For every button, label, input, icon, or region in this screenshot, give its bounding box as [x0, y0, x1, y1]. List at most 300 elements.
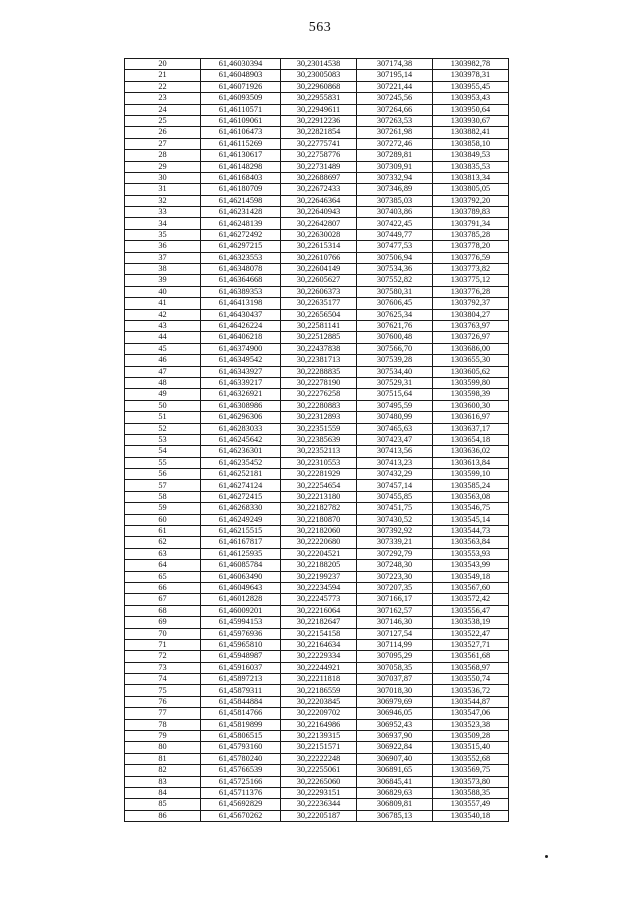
point-number-cell: 47	[125, 366, 201, 377]
latitude-cell: 61,46364668	[201, 275, 281, 286]
point-number-cell: 77	[125, 708, 201, 719]
table-row	[125, 685, 509, 696]
x-coordinate-cell: 307221,44	[357, 81, 433, 92]
longitude-cell: 30,22955831	[281, 93, 357, 104]
longitude-cell: 30,22278190	[281, 377, 357, 388]
point-number-cell: 71	[125, 639, 201, 650]
longitude-cell: 30,22437838	[281, 343, 357, 354]
point-number-cell: 57	[125, 480, 201, 491]
x-coordinate-cell: 307162,57	[357, 605, 433, 616]
point-number-cell: 79	[125, 731, 201, 742]
table-row	[125, 138, 509, 149]
table-row	[125, 731, 509, 742]
table-row	[125, 400, 509, 411]
latitude-cell: 61,46085784	[201, 560, 281, 571]
latitude-cell: 61,45711376	[201, 788, 281, 799]
latitude-cell: 61,46252181	[201, 469, 281, 480]
latitude-cell: 61,46389353	[201, 286, 281, 297]
point-number-cell: 44	[125, 332, 201, 343]
latitude-cell: 61,46093509	[201, 93, 281, 104]
table-row	[125, 59, 509, 70]
latitude-cell: 61,46009201	[201, 605, 281, 616]
table-row	[125, 150, 509, 161]
x-coordinate-cell: 307566,70	[357, 343, 433, 354]
longitude-cell: 30,22186559	[281, 685, 357, 696]
y-coordinate-cell: 1303776,28	[433, 286, 509, 297]
y-coordinate-cell: 1303599,10	[433, 469, 509, 480]
latitude-cell: 61,46167817	[201, 537, 281, 548]
latitude-cell: 61,45793160	[201, 742, 281, 753]
x-coordinate-cell: 307495,59	[357, 400, 433, 411]
y-coordinate-cell: 1303568,97	[433, 662, 509, 673]
y-coordinate-cell: 1303598,39	[433, 389, 509, 400]
table-row	[125, 389, 509, 400]
longitude-cell: 30,23005083	[281, 70, 357, 81]
latitude-cell: 61,46349542	[201, 355, 281, 366]
latitude-cell: 61,46110571	[201, 104, 281, 115]
x-coordinate-cell: 307166,17	[357, 594, 433, 605]
x-coordinate-cell: 306922,84	[357, 742, 433, 753]
latitude-cell: 61,46283033	[201, 423, 281, 434]
longitude-cell: 30,22581141	[281, 320, 357, 331]
longitude-cell: 30,22775741	[281, 138, 357, 149]
longitude-cell: 30,22630028	[281, 229, 357, 240]
point-number-cell: 85	[125, 799, 201, 810]
point-number-cell: 28	[125, 150, 201, 161]
table-row	[125, 229, 509, 240]
point-number-cell: 46	[125, 355, 201, 366]
latitude-cell: 61,45766539	[201, 765, 281, 776]
table-row	[125, 469, 509, 480]
table-row	[125, 172, 509, 183]
x-coordinate-cell: 307534,40	[357, 366, 433, 377]
point-number-cell: 34	[125, 218, 201, 229]
x-coordinate-cell: 307114,99	[357, 639, 433, 650]
table-row	[125, 503, 509, 514]
longitude-cell: 30,22288835	[281, 366, 357, 377]
longitude-cell: 30,22672433	[281, 184, 357, 195]
longitude-cell: 30,22205187	[281, 810, 357, 821]
latitude-cell: 61,45916037	[201, 662, 281, 673]
table-row	[125, 753, 509, 764]
coordinates-table-body	[125, 59, 509, 822]
latitude-cell: 61,46272415	[201, 491, 281, 502]
point-number-cell: 35	[125, 229, 201, 240]
latitude-cell: 61,45814766	[201, 708, 281, 719]
x-coordinate-cell: 307552,82	[357, 275, 433, 286]
table-row	[125, 446, 509, 457]
x-coordinate-cell: 307449,77	[357, 229, 433, 240]
x-coordinate-cell: 306952,43	[357, 719, 433, 730]
point-number-cell: 75	[125, 685, 201, 696]
x-coordinate-cell: 307207,35	[357, 582, 433, 593]
longitude-cell: 30,22758776	[281, 150, 357, 161]
x-coordinate-cell: 307332,94	[357, 172, 433, 183]
longitude-cell: 30,22216064	[281, 605, 357, 616]
longitude-cell: 30,22385639	[281, 434, 357, 445]
x-coordinate-cell: 307174,38	[357, 59, 433, 70]
latitude-cell: 61,46030394	[201, 59, 281, 70]
longitude-cell: 30,22204521	[281, 548, 357, 559]
longitude-cell: 30,22351559	[281, 423, 357, 434]
y-coordinate-cell: 1303726,97	[433, 332, 509, 343]
table-row	[125, 571, 509, 582]
x-coordinate-cell: 307309,91	[357, 161, 433, 172]
latitude-cell: 61,45897213	[201, 674, 281, 685]
point-number-cell: 41	[125, 298, 201, 309]
table-row	[125, 275, 509, 286]
x-coordinate-cell: 307095,29	[357, 651, 433, 662]
y-coordinate-cell: 1303616,97	[433, 412, 509, 423]
longitude-cell: 30,22229334	[281, 651, 357, 662]
x-coordinate-cell: 307413,23	[357, 457, 433, 468]
y-coordinate-cell: 1303686,00	[433, 343, 509, 354]
y-coordinate-cell: 1303546,75	[433, 503, 509, 514]
x-coordinate-cell: 307339,21	[357, 537, 433, 548]
table-row	[125, 674, 509, 685]
table-row	[125, 195, 509, 206]
y-coordinate-cell: 1303547,06	[433, 708, 509, 719]
point-number-cell: 81	[125, 753, 201, 764]
longitude-cell: 30,22606373	[281, 286, 357, 297]
longitude-cell: 30,22164986	[281, 719, 357, 730]
page-number: 563	[308, 20, 332, 35]
point-number-cell: 30	[125, 172, 201, 183]
y-coordinate-cell: 1303573,80	[433, 776, 509, 787]
table-row	[125, 628, 509, 639]
longitude-cell: 30,22310553	[281, 457, 357, 468]
x-coordinate-cell: 306937,90	[357, 731, 433, 742]
latitude-cell: 61,46374900	[201, 343, 281, 354]
x-coordinate-cell: 307432,29	[357, 469, 433, 480]
latitude-cell: 61,46048903	[201, 70, 281, 81]
x-coordinate-cell: 307289,81	[357, 150, 433, 161]
latitude-cell: 61,45965810	[201, 639, 281, 650]
y-coordinate-cell: 1303655,30	[433, 355, 509, 366]
latitude-cell: 61,45994153	[201, 617, 281, 628]
longitude-cell: 30,22254654	[281, 480, 357, 491]
longitude-cell: 30,22960868	[281, 81, 357, 92]
y-coordinate-cell: 1303636,02	[433, 446, 509, 457]
latitude-cell: 61,46125935	[201, 548, 281, 559]
latitude-cell: 61,45879311	[201, 685, 281, 696]
latitude-cell: 61,45844884	[201, 696, 281, 707]
table-row	[125, 412, 509, 423]
y-coordinate-cell: 1303550,74	[433, 674, 509, 685]
point-number-cell: 40	[125, 286, 201, 297]
table-row	[125, 651, 509, 662]
table-row	[125, 548, 509, 559]
point-number-cell: 73	[125, 662, 201, 673]
point-number-cell: 54	[125, 446, 201, 457]
y-coordinate-cell: 1303567,60	[433, 582, 509, 593]
table-row	[125, 343, 509, 354]
point-number-cell: 37	[125, 252, 201, 263]
x-coordinate-cell: 307430,52	[357, 514, 433, 525]
table-row	[125, 434, 509, 445]
y-coordinate-cell: 1303613,84	[433, 457, 509, 468]
table-row	[125, 218, 509, 229]
x-coordinate-cell: 306891,65	[357, 765, 433, 776]
point-number-cell: 67	[125, 594, 201, 605]
x-coordinate-cell: 307539,28	[357, 355, 433, 366]
y-coordinate-cell: 1303600,30	[433, 400, 509, 411]
latitude-cell: 61,46180709	[201, 184, 281, 195]
point-number-cell: 33	[125, 207, 201, 218]
x-coordinate-cell: 307146,30	[357, 617, 433, 628]
point-number-cell: 83	[125, 776, 201, 787]
longitude-cell: 30,22381713	[281, 355, 357, 366]
table-row	[125, 115, 509, 126]
x-coordinate-cell: 307037,87	[357, 674, 433, 685]
longitude-cell: 30,22211818	[281, 674, 357, 685]
latitude-cell: 61,46274124	[201, 480, 281, 491]
y-coordinate-cell: 1303563,08	[433, 491, 509, 502]
x-coordinate-cell: 306946,05	[357, 708, 433, 719]
table-row	[125, 480, 509, 491]
y-coordinate-cell: 1303982,78	[433, 59, 509, 70]
point-number-cell: 65	[125, 571, 201, 582]
table-row	[125, 696, 509, 707]
longitude-cell: 30,22615314	[281, 241, 357, 252]
table-row	[125, 776, 509, 787]
stray-dot-mark	[545, 855, 548, 858]
longitude-cell: 30,22512885	[281, 332, 357, 343]
table-row	[125, 104, 509, 115]
y-coordinate-cell: 1303538,19	[433, 617, 509, 628]
y-coordinate-cell: 1303588,35	[433, 788, 509, 799]
x-coordinate-cell: 306845,41	[357, 776, 433, 787]
longitude-cell: 30,22276258	[281, 389, 357, 400]
latitude-cell: 61,46245642	[201, 434, 281, 445]
table-row	[125, 423, 509, 434]
table-row	[125, 161, 509, 172]
table-row	[125, 742, 509, 753]
point-number-cell: 66	[125, 582, 201, 593]
y-coordinate-cell: 1303556,47	[433, 605, 509, 616]
x-coordinate-cell: 307515,64	[357, 389, 433, 400]
x-coordinate-cell: 306785,13	[357, 810, 433, 821]
latitude-cell: 61,45976936	[201, 628, 281, 639]
y-coordinate-cell: 1303955,45	[433, 81, 509, 92]
longitude-cell: 30,22182647	[281, 617, 357, 628]
longitude-cell: 30,22182782	[281, 503, 357, 514]
latitude-cell: 61,45692829	[201, 799, 281, 810]
y-coordinate-cell: 1303544,87	[433, 696, 509, 707]
longitude-cell: 30,22912236	[281, 115, 357, 126]
longitude-cell: 30,22293151	[281, 788, 357, 799]
x-coordinate-cell: 307263,53	[357, 115, 433, 126]
latitude-cell: 61,45806515	[201, 731, 281, 742]
table-row	[125, 252, 509, 263]
y-coordinate-cell: 1303540,18	[433, 810, 509, 821]
table-row	[125, 377, 509, 388]
latitude-cell: 61,46296306	[201, 412, 281, 423]
latitude-cell: 61,46063490	[201, 571, 281, 582]
latitude-cell: 61,46109061	[201, 115, 281, 126]
y-coordinate-cell: 1303805,05	[433, 184, 509, 195]
point-number-cell: 38	[125, 264, 201, 275]
y-coordinate-cell: 1303654,18	[433, 434, 509, 445]
longitude-cell: 30,22222248	[281, 753, 357, 764]
longitude-cell: 30,22151571	[281, 742, 357, 753]
x-coordinate-cell: 306809,81	[357, 799, 433, 810]
longitude-cell: 30,22604149	[281, 264, 357, 275]
y-coordinate-cell: 1303785,28	[433, 229, 509, 240]
table-row	[125, 594, 509, 605]
y-coordinate-cell: 1303930,67	[433, 115, 509, 126]
y-coordinate-cell: 1303569,75	[433, 765, 509, 776]
y-coordinate-cell: 1303544,73	[433, 526, 509, 537]
y-coordinate-cell: 1303515,40	[433, 742, 509, 753]
y-coordinate-cell: 1303605,62	[433, 366, 509, 377]
longitude-cell: 30,22640943	[281, 207, 357, 218]
point-number-cell: 56	[125, 469, 201, 480]
latitude-cell: 61,46049643	[201, 582, 281, 593]
x-coordinate-cell: 307223,30	[357, 571, 433, 582]
table-row	[125, 799, 509, 810]
y-coordinate-cell: 1303773,82	[433, 264, 509, 275]
y-coordinate-cell: 1303523,38	[433, 719, 509, 730]
longitude-cell: 30,22245773	[281, 594, 357, 605]
y-coordinate-cell: 1303950,64	[433, 104, 509, 115]
y-coordinate-cell: 1303563,84	[433, 537, 509, 548]
point-number-cell: 24	[125, 104, 201, 115]
point-number-cell: 23	[125, 93, 201, 104]
x-coordinate-cell: 307127,54	[357, 628, 433, 639]
point-number-cell: 49	[125, 389, 201, 400]
latitude-cell: 61,45725166	[201, 776, 281, 787]
y-coordinate-cell: 1303792,20	[433, 195, 509, 206]
longitude-cell: 30,22203845	[281, 696, 357, 707]
longitude-cell: 30,22280883	[281, 400, 357, 411]
point-number-cell: 64	[125, 560, 201, 571]
point-number-cell: 26	[125, 127, 201, 138]
table-row	[125, 810, 509, 821]
latitude-cell: 61,46214598	[201, 195, 281, 206]
longitude-cell: 30,23014538	[281, 59, 357, 70]
longitude-cell: 30,22182060	[281, 526, 357, 537]
point-number-cell: 25	[125, 115, 201, 126]
table-row	[125, 264, 509, 275]
table-row	[125, 491, 509, 502]
x-coordinate-cell: 307385,03	[357, 195, 433, 206]
x-coordinate-cell: 307457,14	[357, 480, 433, 491]
point-number-cell: 60	[125, 514, 201, 525]
latitude-cell: 61,46215515	[201, 526, 281, 537]
point-number-cell: 63	[125, 548, 201, 559]
point-number-cell: 55	[125, 457, 201, 468]
point-number-cell: 76	[125, 696, 201, 707]
point-number-cell: 22	[125, 81, 201, 92]
latitude-cell: 61,46231428	[201, 207, 281, 218]
y-coordinate-cell: 1303599,80	[433, 377, 509, 388]
point-number-cell: 53	[125, 434, 201, 445]
table-row	[125, 70, 509, 81]
x-coordinate-cell: 307245,56	[357, 93, 433, 104]
x-coordinate-cell: 307480,99	[357, 412, 433, 423]
x-coordinate-cell: 307423,47	[357, 434, 433, 445]
longitude-cell: 30,22646364	[281, 195, 357, 206]
point-number-cell: 70	[125, 628, 201, 639]
table-row	[125, 309, 509, 320]
latitude-cell: 61,46348078	[201, 264, 281, 275]
longitude-cell: 30,22688697	[281, 172, 357, 183]
x-coordinate-cell: 307292,79	[357, 548, 433, 559]
longitude-cell: 30,22236344	[281, 799, 357, 810]
x-coordinate-cell: 306907,40	[357, 753, 433, 764]
table-row	[125, 765, 509, 776]
longitude-cell: 30,22180870	[281, 514, 357, 525]
longitude-cell: 30,22220680	[281, 537, 357, 548]
y-coordinate-cell: 1303791,34	[433, 218, 509, 229]
y-coordinate-cell: 1303849,53	[433, 150, 509, 161]
longitude-cell: 30,22821854	[281, 127, 357, 138]
longitude-cell: 30,22731489	[281, 161, 357, 172]
y-coordinate-cell: 1303552,68	[433, 753, 509, 764]
point-number-cell: 31	[125, 184, 201, 195]
point-number-cell: 51	[125, 412, 201, 423]
point-number-cell: 82	[125, 765, 201, 776]
x-coordinate-cell: 307465,63	[357, 423, 433, 434]
x-coordinate-cell: 307534,36	[357, 264, 433, 275]
x-coordinate-cell: 307248,30	[357, 560, 433, 571]
y-coordinate-cell: 1303882,41	[433, 127, 509, 138]
table-row	[125, 207, 509, 218]
table-row	[125, 332, 509, 343]
y-coordinate-cell: 1303953,43	[433, 93, 509, 104]
latitude-cell: 61,45948987	[201, 651, 281, 662]
latitude-cell: 61,46248139	[201, 218, 281, 229]
table-row	[125, 537, 509, 548]
longitude-cell: 30,22281929	[281, 469, 357, 480]
y-coordinate-cell: 1303776,59	[433, 252, 509, 263]
y-coordinate-cell: 1303637,17	[433, 423, 509, 434]
point-number-cell: 42	[125, 309, 201, 320]
latitude-cell: 61,46343927	[201, 366, 281, 377]
latitude-cell: 61,46106473	[201, 127, 281, 138]
table-row	[125, 184, 509, 195]
y-coordinate-cell: 1303585,24	[433, 480, 509, 491]
y-coordinate-cell: 1303557,49	[433, 799, 509, 810]
latitude-cell: 61,45780240	[201, 753, 281, 764]
y-coordinate-cell: 1303835,53	[433, 161, 509, 172]
table-row	[125, 708, 509, 719]
point-number-cell: 20	[125, 59, 201, 70]
longitude-cell: 30,22209702	[281, 708, 357, 719]
longitude-cell: 30,22642807	[281, 218, 357, 229]
point-number-cell: 59	[125, 503, 201, 514]
point-number-cell: 43	[125, 320, 201, 331]
latitude-cell: 61,46071926	[201, 81, 281, 92]
longitude-cell: 30,22265060	[281, 776, 357, 787]
y-coordinate-cell: 1303763,97	[433, 320, 509, 331]
table-row	[125, 320, 509, 331]
point-number-cell: 21	[125, 70, 201, 81]
table-row	[125, 526, 509, 537]
point-number-cell: 62	[125, 537, 201, 548]
table-row	[125, 514, 509, 525]
point-number-cell: 27	[125, 138, 201, 149]
x-coordinate-cell: 307477,53	[357, 241, 433, 252]
point-number-cell: 72	[125, 651, 201, 662]
latitude-cell: 61,46413198	[201, 298, 281, 309]
longitude-cell: 30,22213180	[281, 491, 357, 502]
x-coordinate-cell: 307580,31	[357, 286, 433, 297]
table-row	[125, 662, 509, 673]
coordinates-table	[124, 58, 509, 822]
y-coordinate-cell: 1303572,42	[433, 594, 509, 605]
